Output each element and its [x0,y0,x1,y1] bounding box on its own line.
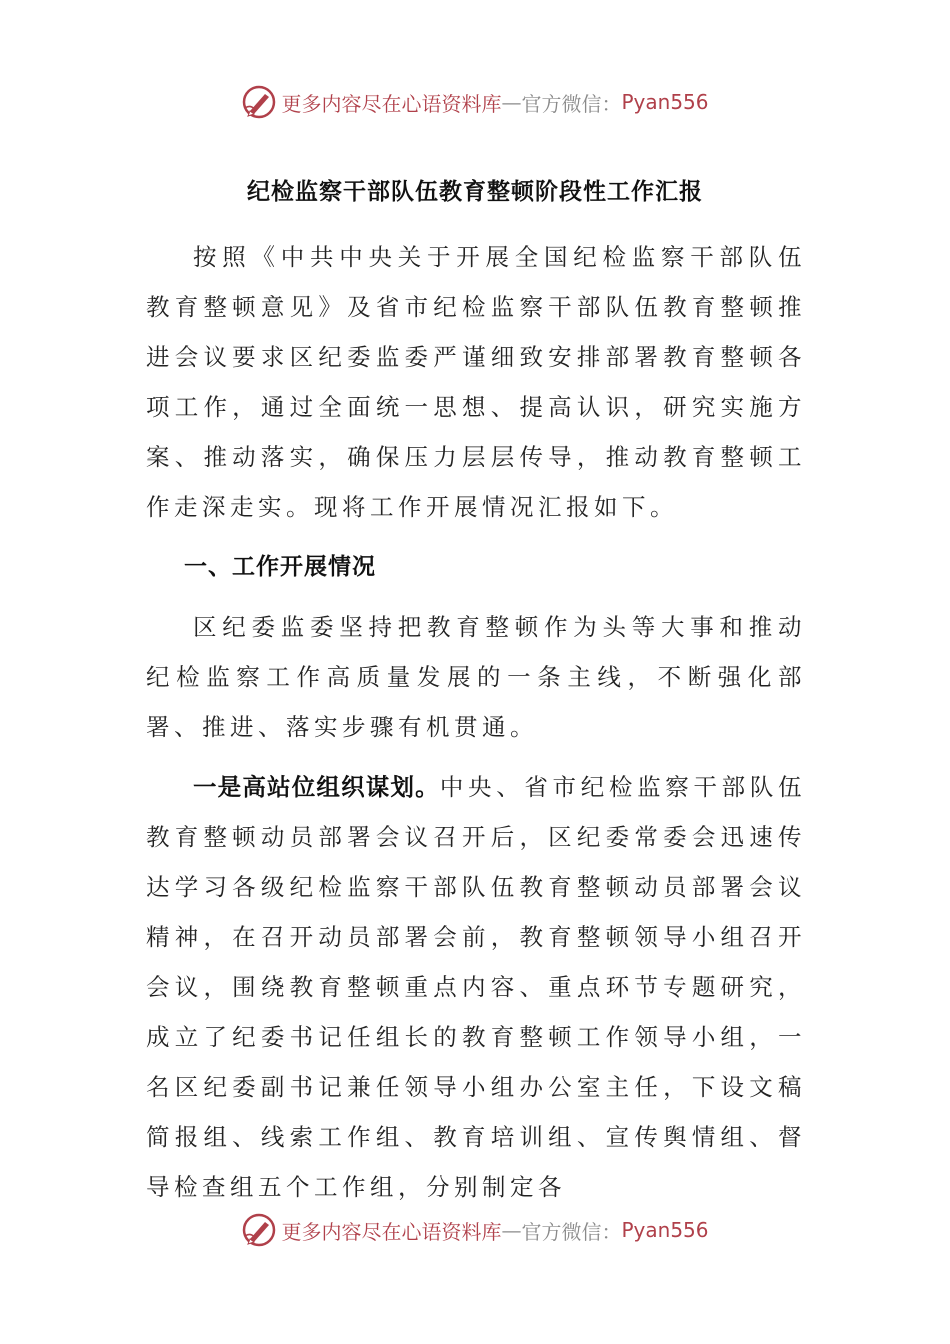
document-body [146,232,806,1222]
watermark-wechat-id: Pyan556 [621,1218,709,1242]
watermark-banner-top [0,80,950,124]
watermark-site-text: 更多内容尽在心语资料库 [281,1219,502,1244]
intro-paragraph: 按照《中共中央关于开展全国纪检监察干部队伍教育整顿意见》及省市纪检监察干部队伍教育整顿推进会议要求区纪委监委严谨细致安排部署教育整顿各项工作，通过全面统一思想、提高认识，研究实施方案、推动落实，确保压力层层传导，推动教育整顿工作走深走实。现将工作开展情况汇报如下。 [146,243,806,521]
watermark-wechat-label: 官方微信： [521,91,622,116]
watermark-site-text: 更多内容尽在心语资料库 [281,91,502,116]
watermark-wechat-label: 官方微信： [521,1219,622,1244]
document-title: 纪检监察干部队伍教育整顿阶段性工作汇报 [247,179,703,205]
section-heading: 一、工作开展情况 [184,554,376,580]
point-lead: 一是高站位组织谋划。 [193,773,440,801]
pen-logo-icon [241,1212,277,1248]
watermark-dash: — [501,90,522,114]
watermark-dash: — [501,1218,522,1242]
point-body: 中央、省市纪检监察干部队伍教育整顿动员部署会议召开后，区纪委常委会迅速传达学习各级纪检监察干部队伍教育整顿动员部署会议精神，在召开动员部署会前，教育整顿领导小组召开会议，围绕教育整顿重点内容、重点环节专题研究，成立了纪委书记任组长的教育整顿工作领导小组，一名区纪委副书记兼任领导小组办公室主任，下设文稿简报组、线索工作组、教育培训组、宣传舆情组、督导检查组五个工作组，分别制定各 [146,773,807,1201]
watermark-wechat-id: Pyan556 [621,90,709,114]
pen-logo-icon [241,84,277,120]
watermark-banner-bottom [0,1208,950,1252]
point-paragraph [146,762,806,1212]
section-paragraph: 区纪委监委坚持把教育整顿作为头等大事和推动纪检监察工作高质量发展的一条主线，不断强化部署、推进、落实步骤有机贯通。 [146,613,806,741]
